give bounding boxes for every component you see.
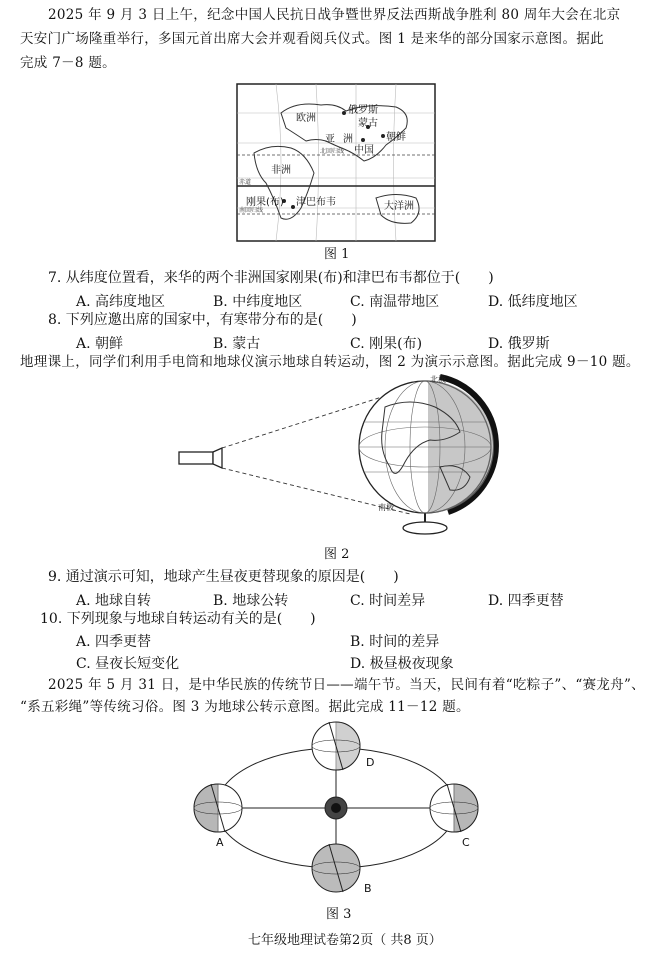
q9-option-d[interactable]: D. 四季更替 <box>488 593 564 609</box>
label-mongolia: 蒙古 <box>358 118 378 129</box>
label-asia-1: 亚 <box>325 134 335 145</box>
intro-3-line-1: 2025 年 5 月 31 日，是中华民族的传统节日——端午节。当天，民间有着“吃粽子”、“赛龙舟”、 <box>48 677 645 693</box>
label-equator: 赤道 <box>239 179 252 186</box>
earth-a-icon <box>194 784 242 832</box>
intro-3-line-2: “系五彩绳”等传统习俗。图 3 为地球公转示意图。据此完成 11－12 题。 <box>20 699 470 715</box>
q10-option-b[interactable]: B. 时间的差异 <box>350 634 440 650</box>
q8-option-b[interactable]: B. 蒙古 <box>213 336 261 352</box>
label-tropic-n: 北回归线 <box>320 148 345 155</box>
figure-1-map <box>236 83 436 243</box>
page-footer: 七年级地理试卷第2页（ 共8 页） <box>248 933 442 948</box>
q8-option-d[interactable]: D. 俄罗斯 <box>488 336 550 352</box>
earth-c-icon <box>430 784 478 832</box>
q10-option-c[interactable]: C. 昼夜长短变化 <box>76 656 180 672</box>
label-korea: 朝鲜 <box>386 132 406 143</box>
q7-option-a[interactable]: A. 高纬度地区 <box>76 294 166 310</box>
label-africa: 非洲 <box>271 165 291 176</box>
figure-3-caption: 图 3 <box>326 907 352 922</box>
label-d: D <box>366 756 375 769</box>
figure-2-caption: 图 2 <box>324 547 350 562</box>
q7-option-b[interactable]: B. 中纬度地区 <box>213 294 303 310</box>
label-congo: 刚果(布) <box>246 197 284 208</box>
intro-1-line-2: 天安门广场隆重举行，多国元首出席大会并观看阅兵仪式。图 1 是来华的部分国家示意图。据此 <box>20 31 604 47</box>
label-north-pole: 北极 <box>430 375 446 384</box>
label-oceania: 大洋洲 <box>384 201 414 212</box>
label-asia-2: 洲 <box>343 134 353 145</box>
figure-1-caption: 图 1 <box>324 247 350 262</box>
q9-option-c[interactable]: C. 时间差异 <box>350 593 426 609</box>
intro-1-line-1: 2025 年 9 月 3 日上午，纪念中国人民抗日战争暨世界反法西斯战争胜利 80 周年大会在北京 <box>48 7 621 23</box>
label-zimbabwe: 津巴布韦 <box>296 197 336 208</box>
q9-option-a[interactable]: A. 地球自转 <box>76 593 152 609</box>
q8-option-a[interactable]: A. 朝鲜 <box>76 336 124 352</box>
figure-2-diagram <box>170 372 500 540</box>
q9-stem: 9. 通过演示可知，地球产生昼夜更替现象的原因是( ) <box>48 569 399 585</box>
label-china: 中国 <box>354 145 374 156</box>
q10-option-a[interactable]: A. 四季更替 <box>76 634 152 650</box>
flashlight-icon <box>179 452 213 464</box>
label-europe: 欧洲 <box>296 113 316 124</box>
intro-2: 地理课上，同学们利用手电筒和地球仪演示地球自转运动，图 2 为演示示意图。据此完成 9－10 题。 <box>20 354 640 370</box>
q10-stem: 10. 下列现象与地球自转运动有关的是( ) <box>40 611 316 627</box>
q9-option-b[interactable]: B. 地球公转 <box>213 593 289 609</box>
q7-option-d[interactable]: D. 低纬度地区 <box>488 294 578 310</box>
q8-stem: 8. 下列应邀出席的国家中，有寒带分布的是( ) <box>48 312 357 328</box>
q10-option-d[interactable]: D. 极昼极夜现象 <box>350 656 454 672</box>
q7-option-c[interactable]: C. 南温带地区 <box>350 294 440 310</box>
label-tropic-s: 南回归线 <box>239 207 264 214</box>
label-a: A <box>216 836 224 849</box>
earth-d-icon <box>312 722 360 770</box>
label-south-pole: 南极 <box>378 503 394 512</box>
label-c: C <box>462 836 470 849</box>
earth-b-icon <box>312 844 360 892</box>
q7-stem: 7. 从纬度位置看，来华的两个非洲国家刚果(布)和津巴布韦都位于( ) <box>48 270 494 286</box>
label-russia: 俄罗斯 <box>348 105 378 116</box>
intro-1-line-3: 完成 7－8 题。 <box>20 55 116 71</box>
q8-option-c[interactable]: C. 刚果(布) <box>350 336 423 352</box>
label-b: B <box>364 882 372 895</box>
figure-3-orbit-diagram <box>188 718 488 900</box>
